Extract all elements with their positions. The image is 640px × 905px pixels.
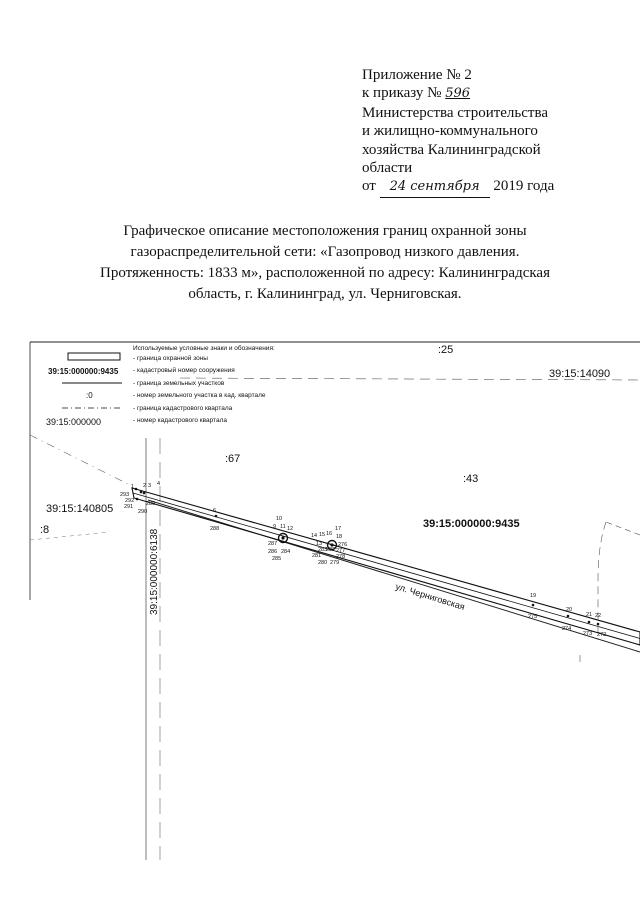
point-label-14: 14 [311,533,318,539]
point-marker-22 [597,623,600,626]
appendix-line-5: хозяйства Калининградской [362,141,541,158]
point-label-13: 13 [316,541,323,547]
point-label-283: 283 [318,547,328,553]
point-label-274: 274 [562,626,572,632]
quarter-boundary-west [30,435,130,485]
point-label-22: 22 [595,613,602,619]
point-label-4: 4 [157,481,161,487]
point-label-281: 281 [312,553,322,559]
point-label-6: 6 [213,508,217,514]
date-prefix: от [362,178,376,195]
title-line-3: Протяженность: 1833 м», расположенной по адресу: Калининградская [100,265,550,281]
title-line-4: область, г. Калининград, ул. Черниговская. [188,286,462,302]
point-label-9: 9 [273,524,277,530]
point-marker-21 [588,621,591,624]
point-label-16: 16 [326,531,333,537]
date-suffix: 2019 года [493,178,555,195]
order-number: 596 [445,86,471,102]
road-parcel-label: 39:15:000000:6138 [149,528,160,615]
point-label-291: 291 [124,504,134,510]
point-label-20: 20 [566,607,573,613]
point-label-12: 12 [287,526,294,532]
parcel-label-8: :8 [40,524,50,536]
legend-item-5: - граница кадастрового квартала [133,405,233,412]
legend-item-1: - граница охранной зоны [133,355,208,362]
point-label-272: 272 [597,632,607,638]
point-label-11: 11 [280,524,286,530]
legend-symbol-zone [68,353,120,360]
point-label-3: 3 [148,483,152,489]
point-label-290: 290 [138,509,148,515]
gas-pipeline-axis [133,493,640,639]
point-label-276: 276 [338,542,348,548]
legend-symbol-parcel-no: :0 [86,391,93,400]
point-marker-19 [532,604,535,607]
structure-number-label: 39:15:000000:9435 [423,518,520,530]
point-label-293: 293 [120,492,130,498]
parcel-boundary-east-top [606,522,640,535]
point-label-282: 282 [326,547,336,553]
point-label-15: 15 [319,532,326,538]
point-label-18: 18 [336,534,343,540]
title-line-2: газораспределительной сети: «Газопровод низкого давления. [130,244,520,260]
point-label-287: 287 [268,541,278,547]
point-label-19: 19 [530,593,537,599]
point-label-289: 289 [146,501,156,507]
point-marker-6 [215,515,218,518]
point-label-284: 284 [281,549,291,555]
street-label: ул. Черниговская [394,581,467,612]
point-label-286: 286 [268,549,278,555]
date-handwritten: 24 сентября [389,179,480,195]
legend-heading: Используемые условные знаки и обозначения: [133,345,275,352]
point-label-21: 21 [586,612,593,618]
point-label-275: 275 [528,614,538,620]
appendix-line-4: и жилищно-коммунального [362,123,538,140]
quarter-label-140805: 39:15:140805 [46,503,114,515]
quarter-label-140907: 39:15:14090 [549,368,611,380]
parcel-label-67: :67 [225,453,241,465]
point-label-278: 278 [336,554,346,560]
legend-symbol-structure: 39:15:000000:9435 [48,367,119,376]
point-label-285: 285 [272,556,282,562]
legend-item-6: - номер кадастрового квартала [133,417,228,424]
legend-item-2: - кадастровый номер сооружения [133,367,235,374]
point-label-1: 1 [131,484,135,490]
point-label-288: 288 [210,526,220,532]
point-marker-291 [136,498,139,501]
point-cluster-2-center [281,536,284,539]
legend-item-3: - граница земельных участков [133,380,225,387]
protection-zone-boundary [132,488,640,645]
title-line-1: Графическое описание местоположения границ охранной зоны [123,223,527,239]
appendix-line-6: области [362,160,413,177]
point-label-17: 17 [335,526,342,532]
point-marker-2 [140,491,143,494]
point-label-279: 279 [330,560,340,566]
point-label-280: 280 [318,560,328,566]
parcel-label-43: :43 [463,473,479,485]
point-marker-1 [135,488,138,491]
order-prefix: к приказу № [362,85,442,102]
appendix-line-1: Приложение № 2 [362,67,472,83]
parcel-label-25: :25 [438,344,454,356]
appendix-line-3: Министерства строительства [362,104,549,121]
point-label-273: 273 [583,631,593,637]
legend-symbol-quarter-no: 39:15:000000 [46,417,102,427]
point-marker-20 [567,615,570,618]
point-marker-3 [143,492,146,495]
point-label-10: 10 [276,516,283,522]
point-label-2: 2 [143,483,147,489]
legend-item-4: - номер земельного участка в кад. квартале [133,392,266,399]
point-label-292: 292 [125,498,135,504]
point-label-277: 277 [336,548,346,554]
